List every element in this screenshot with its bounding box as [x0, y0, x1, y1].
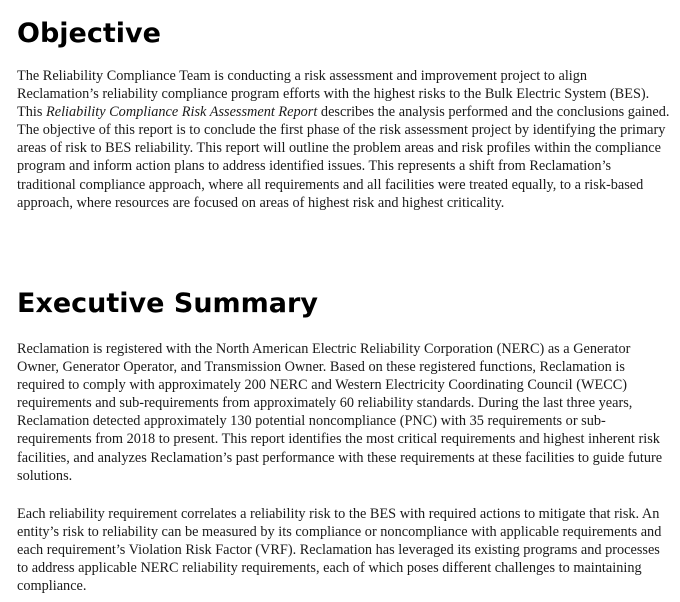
executive-summary-paragraph-2: Each reliability requirement correlates a reliability risk to the BES with required actions to mitigate that risk. An entity’s risk to reliability can be measured by its compliance or noncompliance with applicable requirements and each requirement’s Violation Risk Factor (VRF). Reclamation has leveraged its existing programs and processes to address applicable NERC reliability requirements, each of which poses different challenges to maintaining compliance. — [17, 506, 662, 595]
objective-text-before-title: The Reliability Compliance Team is conducting a risk assessment and improvement project to align Reclamation’s reliability compliance program efforts with the highest risks to the Bulk Electric System (BES). This — [17, 68, 650, 121]
objective-heading: Objective — [17, 18, 161, 49]
executive-summary-heading: Executive Summary — [17, 288, 318, 319]
objective-text-after-title: describes the analysis performed and the conclusions gained. The objective of this report is to conclude the first phase of the risk assessment project by identifying the primary areas of risk to BES reliability. This report will outline the problem areas and risk profiles within the compliance program and inform action plans to address identified issues. This represents a shift from Reclamation’s traditional compliance approach, where all requirements and all facilities were treated equally, to a risk-based approach, where resources are focused on areas of highest risk and highest criticality. — [17, 104, 670, 211]
executive-summary-paragraph-1: Reclamation is registered with the North American Electric Reliability Corporation (NERC) as a Generator Owner, Generator Operator, and Transmission Owner. Based on these registered functions, Reclamation is required to comply with approximately 200 NERC and Western Electricity Coordinating Council (WECC) requirements and sub-requirements from approximately 60 reliability standards. During the last three years, Reclamation detected approximately 130 potential noncompliance (PNC) with 35 requirements or sub-requirements from 2018 to present. This report identifies the most critical requirements and highest inherent risk facilities, and analyzes Reclamation’s past performance with these requirements at these facilities to guide future solutions. — [17, 341, 663, 484]
report-title: Reliability Compliance Risk Assessment Report — [46, 104, 318, 121]
objective-paragraph — [17, 67, 672, 212]
